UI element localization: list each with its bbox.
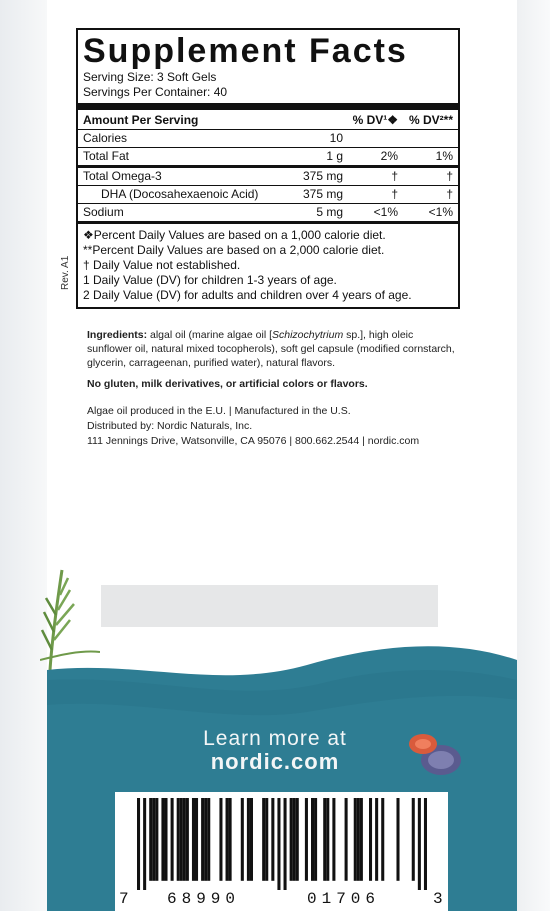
barcode-bar — [250, 798, 253, 881]
barcode-bar — [326, 798, 329, 881]
barcode-bar — [305, 798, 308, 881]
nutrient-row-total-fat — [78, 148, 458, 165]
barcode-bar — [290, 798, 293, 881]
barcode-bar — [204, 798, 207, 881]
nutrient-dv2: <1% — [428, 205, 453, 219]
barcode-bar — [332, 798, 335, 881]
barcode-bar — [354, 798, 357, 881]
promo-line: Learn more at — [203, 727, 347, 750]
barcode-bar — [375, 798, 378, 881]
origin-line: Algae oil produced in the E.U. | Manufactured in the U.S. — [87, 405, 351, 417]
nutrient-dv1: 2% — [380, 149, 398, 163]
footnotes — [78, 224, 458, 307]
promo-website[interactable]: nordic.com — [210, 749, 340, 774]
divider-thick — [78, 103, 458, 110]
barcode-bar — [155, 798, 158, 881]
barcode-bar — [418, 798, 421, 890]
nutrient-row-calories — [78, 130, 458, 148]
barcode-bar — [241, 798, 244, 881]
barcode-bar — [293, 798, 296, 881]
barcode-bar — [180, 798, 183, 881]
nutrient-name: DHA (Docosahexaenoic Acid) — [101, 187, 259, 201]
nutrient-dv1: <1% — [373, 205, 398, 219]
barcode-bar — [219, 798, 222, 881]
barcode-bars — [137, 798, 427, 890]
barcode-digit-right: 3 — [433, 890, 443, 908]
barcode-bar — [296, 798, 299, 881]
nutrient-amount: 10 — [329, 131, 343, 145]
nutrient-name: Calories — [83, 131, 128, 145]
barcode-bar — [369, 798, 372, 881]
promo-text — [0, 727, 550, 775]
amount-header: Amount Per Serving — [83, 113, 199, 127]
footnote: † Daily Value not established. — [83, 258, 241, 272]
nutrient-amount: 5 mg — [316, 205, 343, 219]
footnote: **Percent Daily Values are based on a 2,000 calorie diet. — [83, 243, 385, 257]
address-line: 111 Jennings Drive, Watsonville, CA 95076 | 800.662.2544 | nordic.com — [87, 435, 420, 447]
barcode-bar — [345, 798, 348, 881]
nutrient-row-dha — [78, 186, 458, 204]
serving-size: Serving Size: 3 Soft Gels — [83, 70, 217, 84]
barcode-bar — [271, 798, 274, 881]
barcode-bar — [161, 798, 164, 881]
barcode-bar — [171, 798, 174, 881]
barcode-bar — [152, 798, 155, 881]
ingredients-species: Schizochytrium — [272, 329, 344, 341]
barcode-bar — [314, 798, 317, 881]
barcode-bar — [149, 798, 152, 881]
footnote: ❖Percent Daily Values are based on a 1,000 calorie diet. — [83, 228, 386, 242]
barcode-bar — [424, 798, 427, 890]
barcode-bar — [192, 798, 195, 881]
barcode-bar — [143, 798, 146, 890]
servings-per-container: Servings Per Container: 40 — [83, 85, 228, 99]
barcode-bar — [201, 798, 204, 881]
ingredients-part: sp.], high oleic sunflower oil, natural mixed tocopherols), soft gel capsule (modified cornstarch, glycerin, carrageenan, purified water), natural flavors. — [87, 329, 455, 369]
barcode-bar — [412, 798, 415, 881]
nutrient-dv2: † — [446, 187, 453, 201]
barcode-bar — [186, 798, 189, 881]
distributor-line: Distributed by: Nordic Naturals, Inc. — [87, 420, 253, 432]
nutrient-dv1: † — [391, 187, 398, 201]
barcode-bar — [177, 798, 180, 881]
barcode-bar — [207, 798, 210, 881]
facts-header-row — [78, 110, 458, 130]
ingredients-label: Ingredients: — [87, 329, 148, 341]
allergen-statement: No gluten, milk derivatives, or artificial colors or flavors. — [87, 378, 368, 390]
nutrient-amount: 375 mg — [302, 169, 343, 183]
nutrient-amount: 1 g — [326, 149, 343, 163]
barcode-bar — [357, 798, 360, 881]
nutrient-dv1: † — [391, 169, 398, 183]
barcode-bar — [247, 798, 250, 881]
supplement-facts-panel — [76, 28, 460, 309]
nutrient-dv2: † — [446, 169, 453, 183]
footnote: 2 Daily Value (DV) for adults and children over 4 years of age. — [83, 288, 412, 302]
barcode-bar — [284, 798, 287, 890]
nutrient-name: Total Fat — [83, 149, 130, 163]
dv2-header: % DV²** — [408, 113, 453, 127]
barcode-bar — [381, 798, 384, 881]
barcode-digit-left: 7 — [119, 890, 129, 908]
ingredients-text — [87, 328, 459, 370]
upc-barcode — [115, 792, 448, 911]
barcode-bar — [277, 798, 280, 890]
barcode-bar — [323, 798, 326, 881]
barcode-bar — [137, 798, 140, 890]
barcode-bar — [396, 798, 399, 881]
barcode-bar — [311, 798, 314, 881]
barcode-bar — [195, 798, 198, 881]
barcode-bar — [265, 798, 268, 881]
nutrient-name: Sodium — [83, 205, 124, 219]
ingredients-part: algal oil (marine algae oil [ — [147, 329, 272, 341]
revision-label: Rev. A1 — [60, 255, 71, 290]
nutrient-amount: 375 mg — [302, 187, 343, 201]
barcode-group-right: 01706 — [307, 890, 381, 908]
nutrient-row-sodium — [78, 204, 458, 221]
nutrient-dv2: 1% — [435, 149, 453, 163]
barcode-bar — [229, 798, 232, 881]
nutrient-dv1 — [343, 131, 398, 146]
dv1-header: % DV¹❖ — [352, 113, 398, 127]
nutrient-dv2 — [398, 131, 453, 146]
barcode-bar — [183, 798, 186, 881]
barcode-bar — [262, 798, 265, 881]
footnote: 1 Daily Value (DV) for children 1-3 years of age. — [83, 273, 337, 287]
nutrient-row-omega3 — [78, 168, 458, 186]
barcode-group-left: 68990 — [167, 890, 241, 908]
amount-col-spacer — [263, 113, 343, 127]
nutrient-name: Total Omega-3 — [83, 169, 162, 183]
barcode-bar — [226, 798, 229, 881]
barcode-bar — [360, 798, 363, 881]
barcode-bar — [164, 798, 167, 881]
manufacturer-info — [87, 404, 459, 449]
facts-title: Supplement Facts — [83, 32, 408, 70]
